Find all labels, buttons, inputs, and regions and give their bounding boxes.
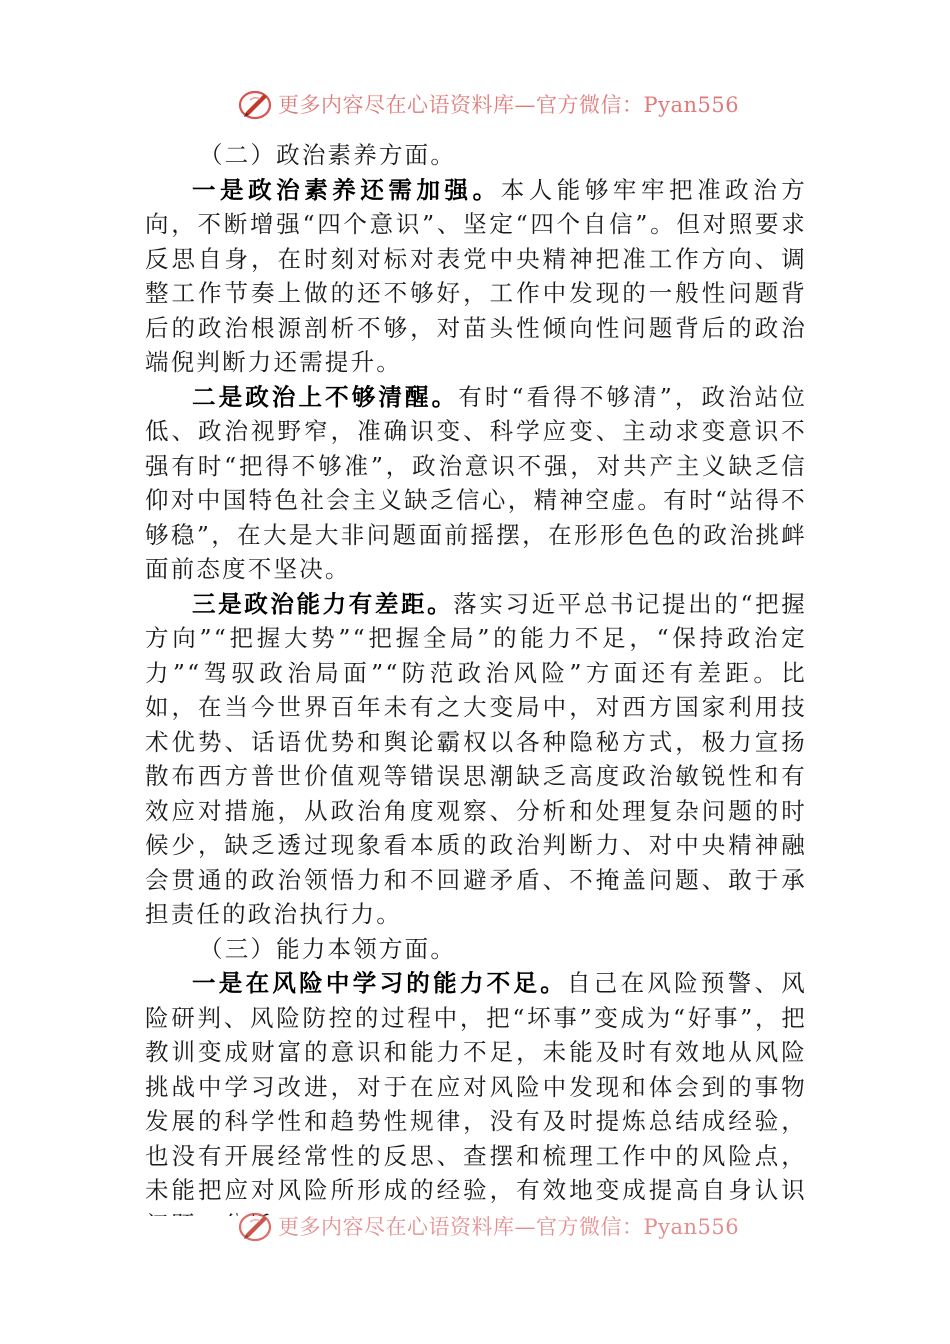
watermark-text: 更多内容尽在心语资料库—官方微信：Pyan556 bbox=[278, 93, 740, 117]
paragraph-text: 本人能够牢牢把准政治方向，不断增强“四个意识”、坚定“四个自信”。但对照要求反思自身，在时刻对标对表党中央精神把准工作方向、调整工作节奏上做的还不够好，工作中发现的一般性问题背后的政治根源剖析不够，对苗头性倾向性问题背后的政治端倪判断力还需提升。 bbox=[145, 175, 808, 376]
paragraph-lead: 一是在风险中学习的能力不足。 bbox=[192, 969, 567, 997]
paragraph bbox=[145, 966, 807, 1242]
paragraph-lead: 一是政治素养还需加强。 bbox=[192, 175, 501, 204]
paragraph-lead: 三是政治能力有差距。 bbox=[192, 589, 454, 618]
watermark-footer bbox=[236, 1206, 739, 1246]
paragraph-lead: 二是政治上不够清醒。 bbox=[192, 382, 459, 411]
paragraph bbox=[145, 587, 807, 932]
document-body bbox=[145, 138, 807, 1242]
section-heading: （二）政治素养方面。 bbox=[199, 141, 457, 169]
paragraph-text: 落实习近平总书记提出的“把握方向”“把握大势”“把握全局”的能力不足，“保持政治定力”“驾驭政治局面”“防范政治风险”方面还有差距。比如，在当今世界百年未有之大变局中，对西方国家利用技术优势、话语优势和舆论霸权以各种隐秘方式，极力宣扬散布西方普世价值观等错误思潮缺乏高度政治敏锐性和有效应对措施，从政治角度观察、分析和处理复杂问题的时候少，缺乏透过现象看本质的政治判断力、对中央精神融会贯通的政治领悟力和不回避矛盾、不掩盖问题、敢于承担责任的政治执行力。 bbox=[145, 589, 807, 928]
paragraph-text: 有时“看得不够清”，政治站位低、政治视野窄，准确识变、科学应变、主动求变意识不强有时“把得不够准”，政治意识不强，对共产主义缺乏信仰对中国特色社会主义缺乏信心，精神空虚。有时“站得不够稳”，在大是大非问题面前摇摆，在形形色色的政治挑衅面前态度不坚决。 bbox=[145, 382, 808, 583]
paragraph bbox=[145, 380, 807, 587]
section-heading: （三）能力本领方面。 bbox=[199, 934, 457, 963]
pen-logo-icon bbox=[236, 86, 276, 122]
pen-logo-icon bbox=[236, 1208, 276, 1244]
paragraph bbox=[145, 173, 807, 380]
paragraph-text: 自己在风险预警、风险研判、风险防控的过程中，把“坏事”变成为“好事”，把教训变成财富的意识和能力不足，未能及时有效地从风险挑战中学习改进，对于在应对风险中发现和体会到的事物发展的科学性和趋势性规律，没有及时提炼总结成经验，也没有开展经常性的反思、查摆和梳理工作中的风险点，未能把应对风险所形成的经验，有效地变成提高自身认识 bbox=[145, 969, 807, 1204]
watermark-text: 更多内容尽在心语资料库—官方微信：Pyan556 bbox=[278, 1215, 740, 1239]
watermark-header bbox=[236, 84, 739, 124]
